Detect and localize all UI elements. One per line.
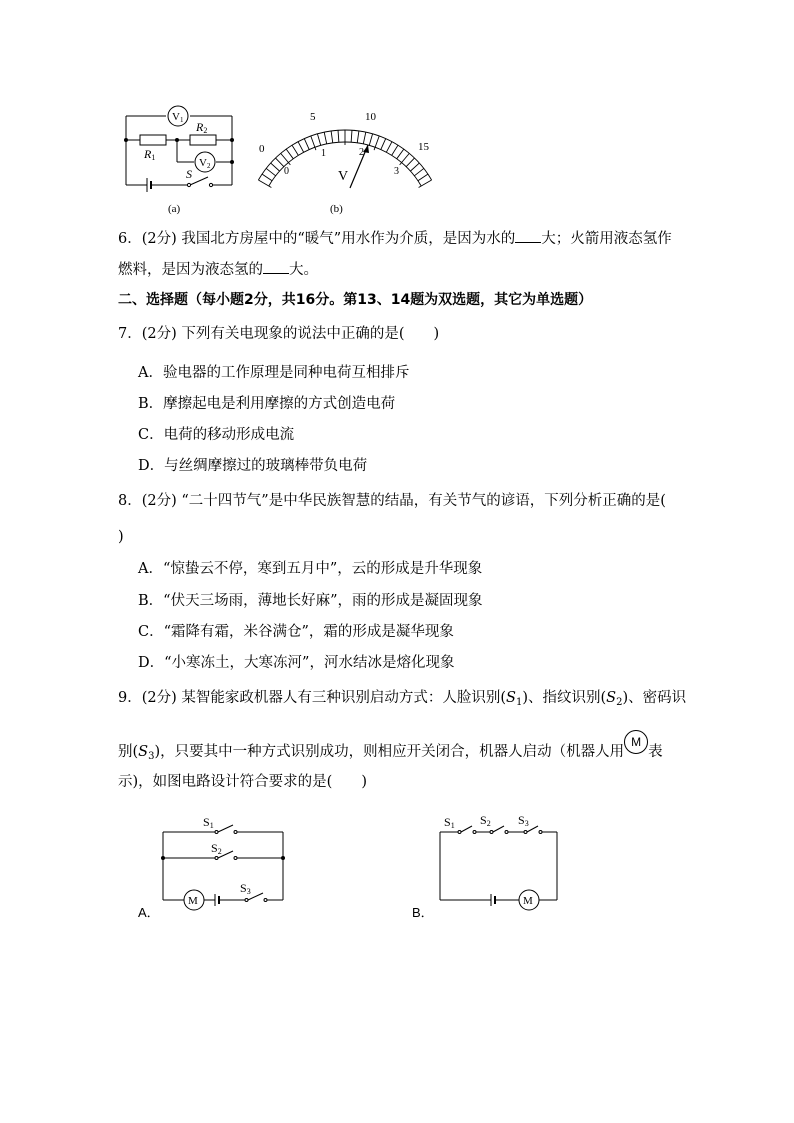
dial-tick — [363, 132, 365, 144]
circuit-figure-a — [120, 100, 245, 218]
option-b-label[interactable]: B． — [412, 905, 434, 920]
dial-tick — [304, 139, 309, 150]
q8-option-a[interactable]: A．“惊蛰云不停，寒到五月中”，云的形成是升华现象 — [138, 561, 483, 577]
bottom-scale-1: 1 — [321, 148, 326, 159]
option-a-label[interactable]: A． — [138, 905, 160, 920]
s3-symbol: S — [138, 744, 149, 760]
q7-option-c[interactable]: C．电荷的移动形成电流 — [138, 427, 295, 443]
dial-tick — [317, 134, 320, 146]
b-s1-label: S1 — [444, 815, 455, 830]
dial-tick — [410, 163, 419, 171]
dial-tick — [419, 180, 432, 188]
question-9-line-3: 示)，如图电路设计符合要求的是( ) — [118, 774, 367, 790]
a-motor-label: M — [188, 895, 198, 907]
r1-label: R1 — [144, 147, 156, 162]
option-a-circuit[interactable] — [155, 810, 295, 920]
question-6-line-1 — [118, 228, 672, 249]
switch-label: S — [186, 167, 192, 181]
a-s2-label: S2 — [211, 841, 222, 856]
top-scale-15: 15 — [418, 141, 429, 153]
s2-sub: 2 — [616, 697, 623, 708]
b-motor-label: M — [523, 895, 533, 907]
question-9-line-1 — [118, 688, 686, 713]
section-2-heading: 二、选择题（每小题2分，共16分。第13、14题为双选题，其它为单选题） — [118, 292, 593, 308]
dial-tick — [298, 142, 304, 153]
q7-option-a[interactable]: A．验电器的工作原理是同种电荷互相排斥 — [138, 365, 410, 381]
dial-tick — [276, 158, 284, 167]
b-s3-label: S3 — [518, 813, 529, 828]
dial-tick — [400, 153, 410, 164]
r2-label: R2 — [196, 120, 208, 135]
q6-text-2: 大；火箭用液态氢作 — [541, 231, 672, 247]
a-s3-label: S3 — [240, 881, 251, 896]
top-scale-0: 0 — [259, 143, 265, 155]
dial-tick — [292, 145, 298, 155]
q9-text-3: )、密码识 — [622, 690, 687, 706]
dial-tick — [386, 142, 392, 153]
caption-a: (a) — [168, 203, 181, 215]
bottom-scale-0: 0 — [284, 166, 289, 177]
s1-symbol: S — [506, 690, 516, 706]
dial-tick — [351, 130, 352, 142]
q6-text-1: 6．(2分) 我国北方房屋中的“暖气”用水作为介质，是因为水的 — [118, 231, 516, 247]
dial-tick — [392, 145, 398, 155]
s1-sub: 1 — [515, 697, 523, 708]
q7-option-b[interactable]: B．摩擦起电是利用摩擦的方式创造电荷 — [138, 396, 396, 412]
unit-label: V — [338, 169, 349, 184]
q9-text-2: )、指纹识别( — [522, 690, 607, 706]
q8-option-b[interactable]: B．“伏天三场雨，薄地长好麻”，雨的形成是凝固现象 — [138, 593, 483, 609]
dial-tick — [381, 139, 386, 150]
bottom-scale-2: 2 — [359, 147, 364, 158]
answer-blank-2[interactable] — [263, 259, 289, 274]
dial-tick — [286, 149, 293, 159]
dial-tick — [414, 168, 423, 175]
dial-tick — [369, 134, 372, 146]
motor-symbol-icon: M — [624, 730, 648, 754]
top-scale-10: 10 — [365, 111, 376, 123]
dial-tick — [262, 174, 272, 181]
dial-tick — [266, 168, 275, 175]
v2-label: V2 — [199, 157, 211, 170]
q8-option-c[interactable]: C．“霜降有霜，米谷满仓”，霜的形成是凝华现象 — [138, 624, 454, 640]
q7-option-d[interactable]: D．与丝绸摩擦过的玻璃棒带负电荷 — [138, 458, 368, 474]
question-6-line-2 — [118, 259, 318, 280]
q6-text-3: 燃料，是因为液态氢的 — [118, 262, 263, 278]
dial-tick — [324, 132, 326, 144]
top-scale-5: 5 — [310, 111, 316, 123]
question-8-stem-end: ) — [118, 529, 124, 545]
q9-text-6: 表 — [648, 744, 663, 760]
q9-text-5: )，只要其中一种方式识别成功，则相应开关闭合，机器人启动（机器人用 — [154, 744, 625, 760]
dial-tick — [357, 131, 359, 143]
dial-tick — [397, 149, 404, 159]
dial-tick — [338, 130, 339, 142]
dial-tick — [331, 131, 333, 143]
question-7-stem: 7．(2分) 下列有关电现象的说法中正确的是( ) — [118, 326, 440, 342]
answer-blank-1[interactable] — [515, 228, 541, 243]
dial-tick — [271, 163, 280, 171]
v1-label: V1 — [172, 111, 184, 124]
b-s2-label: S2 — [480, 813, 491, 828]
voltmeter-figure-b — [255, 100, 435, 218]
question-9-line-2 — [118, 735, 663, 767]
bottom-scale-3: 3 — [394, 166, 399, 177]
s2-symbol: S — [606, 690, 617, 706]
option-b-circuit[interactable] — [432, 810, 567, 915]
dial-tick — [406, 158, 414, 167]
s3-sub: 3 — [148, 751, 155, 762]
a-s1-label: S1 — [203, 815, 214, 830]
dial-tick — [281, 153, 291, 164]
dial-tick — [258, 180, 271, 188]
caption-b: (b) — [330, 203, 343, 215]
question-8-stem: 8．(2分) “二十四节气”是中华民族智慧的结晶，有关节气的谚语，下列分析正确的是( — [118, 493, 666, 509]
q6-text-4: 大。 — [289, 262, 318, 278]
q9-text-4: 别( — [118, 744, 139, 760]
dial-tick — [418, 174, 428, 181]
q9-text-1: 9．(2分) 某智能家政机器人有三种识别启动方式：人脸识别( — [118, 690, 507, 706]
q8-option-d[interactable]: D．“小寒冻土，大寒冻河”，河水结冰是熔化现象 — [138, 655, 455, 671]
